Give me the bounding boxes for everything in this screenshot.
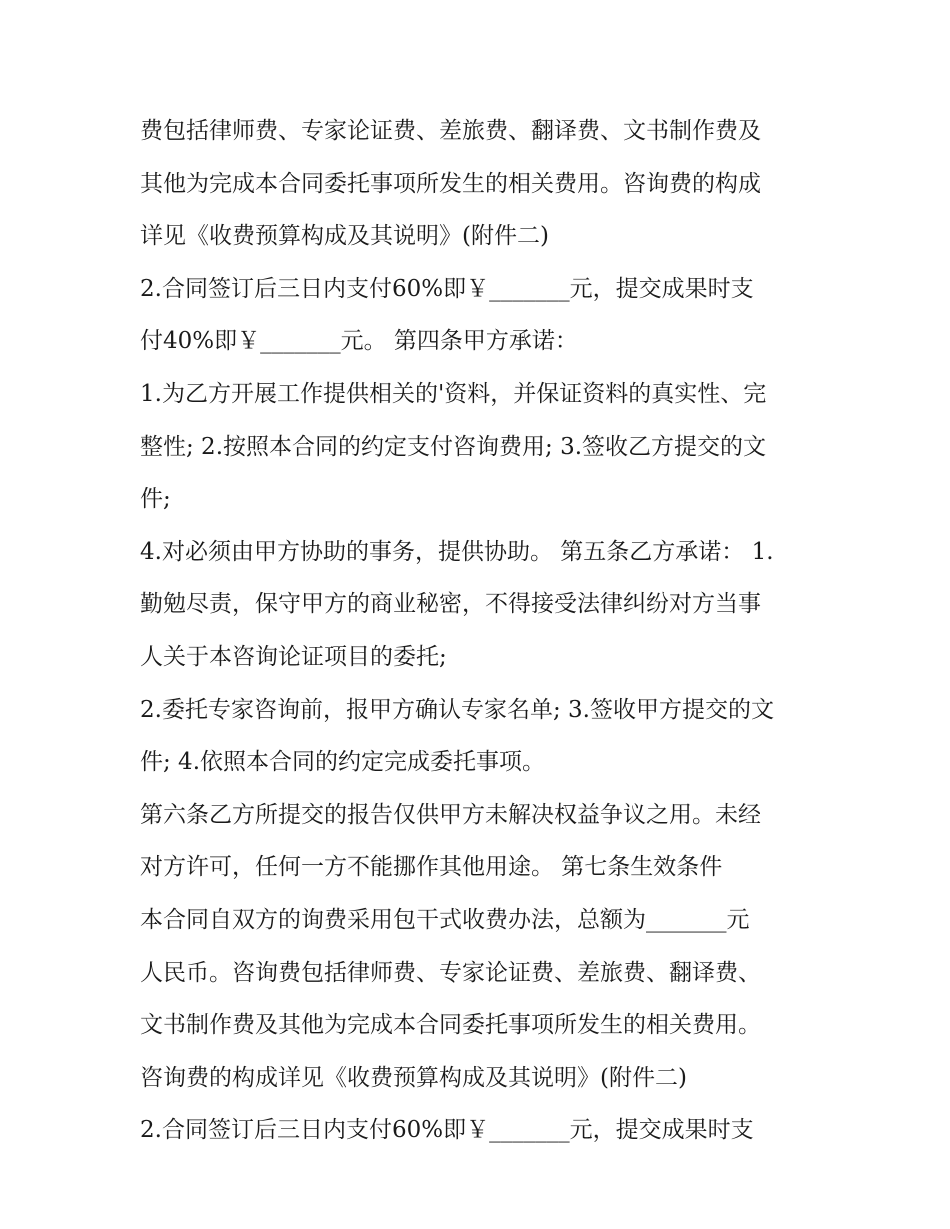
text-line: 件; 4.依照本合同的约定完成委托事项。 <box>140 749 546 776</box>
text-line: 1.为乙方开展工作提供相关的'资料，并保证资料的真实性、完 <box>140 380 767 407</box>
text-line: 第六条乙方所提交的报告仅供甲方未解决权益争议之用。未经 <box>140 801 761 828</box>
text-line: 件; <box>140 486 171 513</box>
text-line: 其他为完成本合同委托事项所发生的相关费用。咨询费的构成 <box>140 170 761 197</box>
text-line: 付40%即￥_______元。 第四条甲方承诺： <box>140 328 578 355</box>
text-line: 勤勉尽责，保守甲方的商业秘密，不得接受法律纠纷对方当事 <box>140 591 761 618</box>
text-line: 文书制作费及其他为完成本合同委托事项所发生的相关费用。 <box>140 1012 761 1039</box>
text-line: 对方许可，任何一方不能挪作其他用途。 第七条生效条件 <box>140 854 723 881</box>
text-line: 4.对必须由甲方协助的事务，提供协助。 第五条乙方承诺： 1. <box>140 538 774 565</box>
text-line: 详见《收费预算构成及其说明》(附件二) <box>140 223 549 250</box>
document-body <box>140 105 830 1157</box>
text-line: 费包括律师费、专家论证费、差旅费、翻译费、文书制作费及 <box>140 118 761 144</box>
text-line: 人民币。咨询费包括律师费、专家论证费、差旅费、翻译费、 <box>140 959 761 986</box>
text-line: 2.合同签订后三日内支付60%即￥_______元，提交成果时支 <box>140 275 754 302</box>
text-line: 整性; 2.按照本合同的约定支付咨询费用; 3.签收乙方提交的文 <box>140 433 767 460</box>
text-line: 2.委托专家咨询前，报甲方确认专家名单; 3.签收甲方提交的文 <box>140 696 774 723</box>
text-line: 2.合同签订后三日内支付60%即￥_______元，提交成果时支 <box>140 1117 754 1144</box>
text-line: 咨询费的构成详见《收费预算构成及其说明》(附件二) <box>140 1064 687 1091</box>
text-line: 本合同自双方的询费采用包干式收费办法，总额为_______元 <box>140 906 750 933</box>
text-line: 人关于本咨询论证项目的委托; <box>140 643 447 670</box>
